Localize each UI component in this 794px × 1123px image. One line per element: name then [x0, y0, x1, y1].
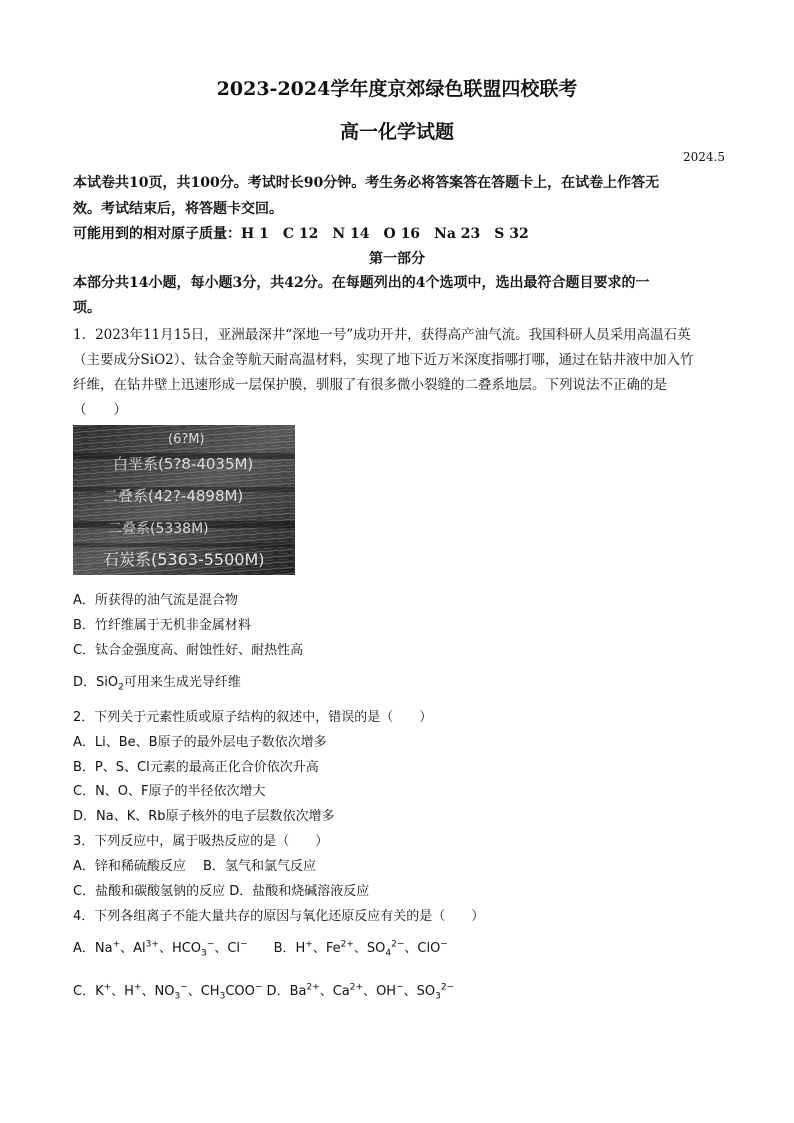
q2-stem: 2．下列关于元素性质或原子结构的叙述中，错误的是（ ） — [73, 710, 433, 725]
q1-stem-line-2: （主要成分SiO2）、钛合金等航天耐高温材料，实现了地下近万米深度指哪打哪，通过在钻井液中加入竹 — [73, 352, 694, 368]
q3-stem: 3．下列反应中，属于吸热反应的是（ ） — [73, 834, 329, 849]
part-description-line-2: 项。 — [73, 300, 101, 316]
q1-stem-line-3: 纤维，在钻井壁上迅速形成一层保护膜，驯服了有很多微小裂缝的二叠系地层。下列说法不正确的是 — [73, 377, 667, 393]
q2-option-b: B．P、S、Cl元素的最高正化合价依次升高 — [73, 760, 319, 775]
exam-date: 2024.5 — [683, 150, 725, 164]
q1-stem-line-1: 1．2023年11月15日，亚洲最深井“深地一号”成功开井，获得高产油气流。我国科研人员采用高温石英 — [73, 327, 691, 343]
strata-label-4: 二叠系(5338M) — [108, 521, 209, 537]
q1-option-a: A．所获得的油气流是混合物 — [73, 593, 238, 608]
strata-label-3: 二叠系(42?-4898M) — [103, 487, 244, 505]
part-heading: 第一部分 — [369, 251, 425, 267]
q3-options-ab: A．锌和稀硫酸反应 B．氢气和氯气反应 — [73, 859, 316, 874]
exam-subtitle: 高一化学试题 — [339, 121, 454, 143]
q1-option-c: C．钛合金强度高、耐蚀性好、耐热性高 — [73, 643, 304, 658]
q4-options-ab: A．Na+、$Al^{3+}$、$HCO_3^-$、Cl− B．H+、$Fe^{2+}$、$SO_4^{2-}$、ClO− — [73, 939, 448, 959]
part-description-line-1: 本部分共14小题，每小题3分，共42分。在每题列出的4个选项中，选出最符合题目要求的一 — [73, 275, 650, 291]
instructions-line-2: 效。考试结束后，将答题卡交回。 — [73, 201, 283, 217]
q1-answer-blank: （ ） — [73, 402, 127, 418]
strata-label-1: (6?M) — [168, 432, 205, 447]
strata-photo — [73, 425, 295, 575]
strata-label-2: 白垩系(5?8-4035M) — [113, 455, 254, 473]
strata-photo-graphic — [73, 425, 295, 575]
exam-title: 2023-2024学年度京郊绿色联盟四校联考 — [216, 78, 578, 100]
q3-options-cd: C．盐酸和碳酸氢钠的反应 D．盐酸和烧碱溶液反应 — [73, 884, 370, 899]
instructions-line-1: 本试卷共10页，共100分。考试时长90分钟。考生务必将答案答在答题卡上，在试卷上作答无 — [73, 175, 660, 191]
q4-stem: 4．下列各组离子不能大量共存的原因与氧化还原反应有关的是（ ） — [73, 909, 485, 924]
strata-label-5: 石炭系(5363-5500M) — [103, 550, 265, 569]
q1-option-b: B．竹纤维属于无机非金属材料 — [73, 618, 251, 633]
q2-option-a: A．Li、Be、B原子的最外层电子数依次增多 — [73, 735, 327, 750]
q4-options-cd: C．K+、H+、$NO_3^-$、$CH_3COO^-$ D．$Ba^{2+}$、$Ca^{2+}$、OH−、$SO_3^{2-}$ — [73, 982, 455, 1002]
q2-option-c: C．N、O、F原子的半径依次增大 — [73, 784, 266, 799]
q1-option-d: D．SiO$_2$可用来生成光导纤维 — [73, 675, 241, 693]
q2-option-d: D．Na、K、Rb原子核外的电子层数依次增多 — [73, 809, 335, 824]
atomic-masses: 可能用到的相对原子质量：H 1 C 12 N 14 O 16 Na 23 S 32 — [73, 226, 529, 242]
